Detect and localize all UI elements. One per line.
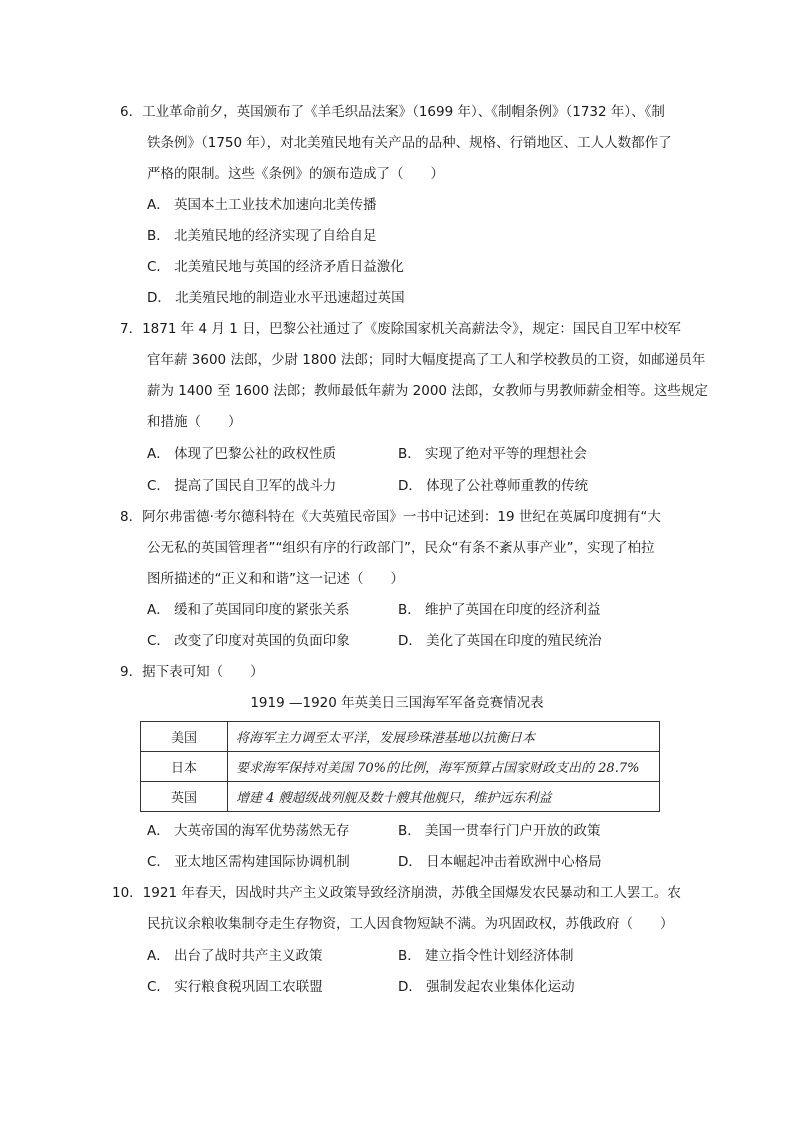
q7-option-d: D． 体现了公社尊师重教的传统: [398, 478, 589, 494]
q10-stem-line-2: 民抗议余粮收集制夺走生存物资，工人因食物短缺不满。为巩固政权，苏俄政府（ ）: [147, 916, 674, 932]
q8-option-d: D． 美化了英国在印度的殖民统治: [398, 633, 602, 649]
q9-option-d: D． 日本崛起冲击着欧洲中心格局: [398, 854, 602, 870]
q7-option-c: C． 提高了国民自卫军的战斗力: [147, 478, 337, 494]
q10-option-b: B． 建立指令性计划经济体制: [398, 948, 574, 964]
table-cell-content: 将海军主力调至太平洋，发展珍珠港基地以抗衡日本: [228, 722, 660, 752]
q6-option-b: B． 北美殖民地的经济实现了自给自足: [147, 228, 377, 244]
q8-option-a: A． 缓和了英国同印度的紧张关系: [147, 602, 350, 618]
q9-stem-line-1: 9．据下表可知（ ）: [120, 664, 264, 680]
q9-option-c: C． 亚太地区需构建国际协调机制: [147, 854, 350, 870]
q7-stem-line-4: 和措施（ ）: [147, 414, 242, 430]
q10-stem-line-1: 10．1921 年春天，因战时共产主义政策导致经济崩溃，苏俄全国爆发农民暴动和工人罢工。农: [112, 885, 681, 901]
q7-stem-line-1: 7．1871 年 4 月 1 日，巴黎公社通过了《废除国家机关高薪法令》，规定：国民自卫军中校军: [120, 321, 681, 337]
table-cell-country: 美国: [141, 722, 228, 752]
q9-table: [140, 721, 660, 812]
q6-option-c: C． 北美殖民地与英国的经济矛盾日益激化: [147, 259, 404, 275]
q7-option-a: A． 体现了巴黎公社的政权性质: [147, 446, 337, 462]
table-cell-country: 日本: [141, 752, 228, 782]
q7-stem-line-3: 薪为 1400 至 1600 法郎；教师最低年薪为 2000 法郎，女教师与男教师薪金相等。这些规定: [147, 383, 708, 399]
q6-option-a: A． 英国本土工业技术加速向北美传播: [147, 197, 377, 213]
q8-option-b: B． 维护了英国在印度的经济利益: [398, 602, 601, 618]
table-cell-country: 英国: [141, 782, 228, 812]
q6-stem-line-2: 铁条例》（1750 年），对北美殖民地有关产品的品种、规格、行销地区、工人人数都作了: [147, 135, 672, 151]
table-cell-content: 增建 4 艘超级战列舰及数十艘其他舰只，维护远东利益: [228, 782, 660, 812]
q8-stem-line-1: 8．阿尔弗雷德·考尔德科特在《大英殖民帝国》一书中记述到：19 世纪在英属印度拥有“大: [120, 509, 661, 525]
q10-option-c: C． 实行粮食税巩固工农联盟: [147, 979, 323, 995]
table-row: [141, 782, 660, 812]
table-row: [141, 752, 660, 782]
q9-option-b: B． 美国一贯奉行门户开放的政策: [398, 823, 601, 839]
q8-stem-line-2: 公无私的英国管理者”“组织有序的行政部门”，民众“有条不紊从事产业”，实现了柏拉: [147, 540, 655, 556]
q8-stem-line-3: 图所描述的“正义和和谐”这一记述（ ）: [147, 571, 404, 587]
q6-option-d: D． 北美殖民地的制造业水平迅速超过英国: [147, 290, 405, 306]
table-row: [141, 722, 660, 752]
q9-table-title: 1919 —1920 年英美日三国海军军备竞赛情况表: [250, 695, 544, 711]
q10-option-d: D． 强制发起农业集体化运动: [398, 979, 575, 995]
q7-stem-line-2: 官年薪 3600 法郎，少尉 1800 法郎；同时大幅度提高了工人和学校教员的工资，如邮递员年: [147, 352, 706, 368]
q7-option-b: B． 实现了绝对平等的理想社会: [398, 446, 588, 462]
q10-option-a: A． 出台了战时共产主义政策: [147, 948, 323, 964]
q6-stem-line-3: 严格的限制。这些《条例》的颁布造成了（ ）: [147, 166, 444, 182]
q6-stem-line-1: 6．工业革命前夕，英国颁布了《羊毛织品法案》（1699 年）、《制帽条例》（1732 年）、《制: [120, 104, 665, 120]
q9-option-a: A． 大英帝国的海军优势荡然无存: [147, 823, 350, 839]
q8-option-c: C． 改变了印度对英国的负面印象: [147, 633, 350, 649]
table-cell-content: 要求海军保持对美国 70%的比例，海军预算占国家财政支出的 28.7%: [228, 752, 660, 782]
